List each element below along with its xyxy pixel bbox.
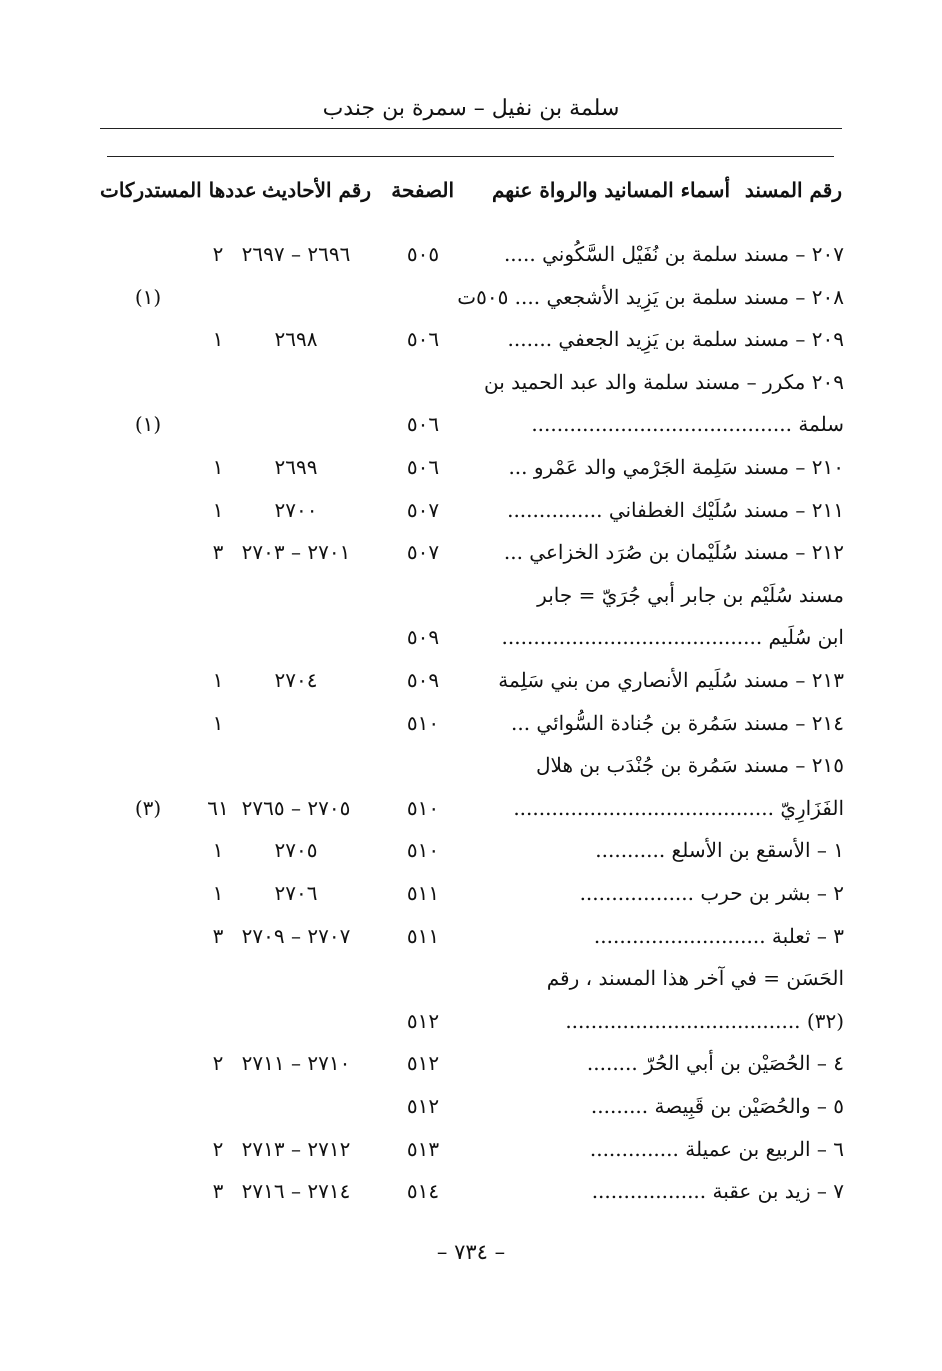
entry-name: ٦ – الربيع بن عميلة .............. [589, 1136, 844, 1161]
entry-name: ٢٠٧ – مسند سلمة بن نُفَيْل السَّكُوني ..... [503, 242, 844, 266]
entry-name: الفَزَارِيّ ......................................... [513, 795, 844, 820]
hadith-count: ١ [212, 497, 224, 522]
entry-name: ٢٠٩ مكرر – مسند سلمة والد عبد الحميد بن [483, 369, 844, 394]
hadith-numbers: ٢٧٠٠ [274, 497, 318, 522]
hadith-numbers: ٢٧١٠ – ٢٧١١ [241, 1051, 351, 1076]
running-head: سلمة بن نفيل – سمرة بن جندب [322, 96, 620, 121]
page-number-cell: ٥٠٦ [406, 455, 440, 479]
page-number-cell: ٥١٢ [406, 1094, 440, 1118]
index-row [0, 1129, 942, 1169]
page-number-cell: ٥٠٦ [406, 412, 440, 437]
hadith-count: ٢ [212, 1136, 224, 1161]
hadith-count: ٣ [212, 540, 224, 565]
index-row [0, 830, 942, 870]
hadith-numbers: ٢٦٩٨ [274, 327, 318, 352]
entry-name: ١ – الأسقع بن الأسلع ........... [595, 838, 844, 863]
page-number-cell: ٥١٤ [406, 1179, 440, 1204]
entry-name: ٣ – ثعلبة ........................... [593, 923, 844, 948]
page-number-cell: ٥١٠ [406, 795, 440, 820]
hadith-count: ٢ [212, 242, 224, 266]
index-row [0, 490, 942, 530]
index-row [0, 788, 942, 828]
index-row [0, 447, 942, 487]
table-top-rule [107, 156, 834, 157]
entry-name: الحَسَن = في آخر هذا المسند ، رقم [546, 966, 844, 991]
page-number-cell: ٥٠٩ [406, 668, 440, 692]
index-row [0, 745, 942, 785]
entry-name: ٢١٠ – مسند سَلِمة الجَرْمي والد عَمْرو ... [508, 455, 844, 479]
entry-name: ٢١٣ – مسند سُلَيم الأنصاري من بني سَلِمة [498, 668, 844, 692]
page-number-cell: ٥٠٦ [406, 327, 440, 352]
index-row [0, 532, 942, 572]
entry-name: ٢٠٨ – مسند سلمة بن يَزِيد الأشجعي .... ٥٠٥ت [457, 284, 844, 309]
index-row [0, 234, 942, 274]
entry-name: ٢ – بشر بن حرب .................. [579, 881, 844, 905]
hadith-count: ١ [212, 455, 224, 479]
page-number-cell: ٥١٢ [406, 1008, 440, 1033]
entry-name: ٥ – والحُصَيْن بن قَبِيصة ......... [590, 1094, 844, 1118]
index-row [0, 703, 942, 743]
hadith-numbers: ٢٧٠٥ – ٢٧٦٥ [241, 795, 351, 820]
column-header-hadith-nos: رقم الأحاديث [262, 178, 372, 202]
entry-name: ابن سُلَيم ......................................... [501, 625, 844, 650]
hadith-numbers: ٢٧١٤ – ٢٧١٦ [241, 1179, 351, 1204]
column-header-names: أسماء المسانيد والرواة عنهم [491, 178, 730, 202]
header-rule [100, 128, 842, 129]
entry-name: ٤ – الحُصَيْن بن أبي الحُرّ ........ [586, 1051, 844, 1076]
page-number-cell: ٥١٠ [406, 710, 440, 735]
index-row [0, 1001, 942, 1041]
page-number-cell: ٥٠٧ [406, 497, 440, 522]
page-number-cell: ٥١٣ [406, 1136, 440, 1161]
index-row [0, 575, 942, 615]
index-row [0, 362, 942, 402]
index-row [0, 277, 942, 317]
entry-name: ٢١٢ – مسند سُلَيْمان بن صُرَد الخزاعي ... [503, 540, 844, 565]
index-row [0, 1043, 942, 1083]
entry-name: ٧ – زيد بن عقبة .................. [591, 1179, 844, 1204]
page-number: – ٧٣٤ – [436, 1240, 506, 1264]
hadith-count: ١ [212, 881, 224, 905]
index-row [0, 1171, 942, 1211]
index-row [0, 958, 942, 998]
hadith-numbers: ٢٧٠٦ [274, 881, 318, 905]
entry-name: مسند سُلَيْم بن جابر أبي جُرَيّ = جابر [537, 582, 844, 607]
hadith-count: ٢ [212, 1051, 224, 1076]
entry-name: ٢١٥ – مسند سَمُرة بن جُنْدَب بن هلال [536, 753, 844, 778]
entry-name: ٢١٤ – مسند سَمُرة بن جُنادة السُّوائي ... [510, 710, 844, 735]
hadith-numbers: ٢٦٩٩ [274, 455, 318, 479]
hadith-numbers: ٢٧٠١ – ٢٧٠٣ [241, 540, 351, 565]
page-number-cell: ٥٠٩ [406, 625, 440, 650]
mustadrakat-count: (١) [134, 412, 162, 437]
index-row [0, 660, 942, 700]
index-row [0, 617, 942, 657]
index-row [0, 319, 942, 359]
entry-name: ٢٠٩ – مسند سلمة بن يَزِيد الجعفي ....... [507, 327, 844, 352]
mustadrakat-count: (٣) [134, 795, 162, 820]
hadith-numbers: ٢٧٠٤ [274, 668, 318, 692]
entry-name: (٣٢) ..................................... [565, 1008, 844, 1033]
entry-name: ٢١١ – مسند سُلَيْك الغطفاني ............... [507, 497, 844, 522]
index-row [0, 873, 942, 913]
hadith-numbers: ٢٧٠٧ – ٢٧٠٩ [241, 923, 351, 948]
column-header-musnad-no: رقم المسند [744, 178, 842, 202]
hadith-count: ٣ [212, 923, 224, 948]
hadith-numbers: ٢٧٠٥ [274, 838, 318, 863]
hadith-count: ٣ [212, 1179, 224, 1204]
entry-name: سلمة ......................................... [531, 412, 844, 437]
hadith-count: ١ [212, 710, 224, 735]
column-header-mustadrakat: عددها المستدركات [100, 178, 257, 202]
page-number-cell: ٥١٢ [406, 1051, 440, 1076]
hadith-count: ٦١ [207, 795, 229, 820]
index-row [0, 1086, 942, 1126]
index-row [0, 916, 942, 956]
page-number-cell: ٥١٠ [406, 838, 440, 863]
index-row [0, 404, 942, 444]
column-header-page: الصفحة [391, 178, 454, 202]
hadith-count: ١ [212, 327, 224, 352]
hadith-numbers: ٢٧١٢ – ٢٧١٣ [241, 1136, 351, 1161]
page-number-cell: ٥١١ [406, 923, 440, 948]
hadith-count: ١ [212, 838, 224, 863]
page-number-cell: ٥١١ [406, 881, 440, 905]
hadith-numbers: ٢٦٩٦ – ٢٦٩٧ [241, 242, 351, 266]
hadith-count: ١ [212, 668, 224, 692]
mustadrakat-count: (١) [134, 284, 162, 309]
page-number-cell: ٥٠٥ [406, 242, 440, 266]
page-number-cell: ٥٠٧ [406, 540, 440, 565]
